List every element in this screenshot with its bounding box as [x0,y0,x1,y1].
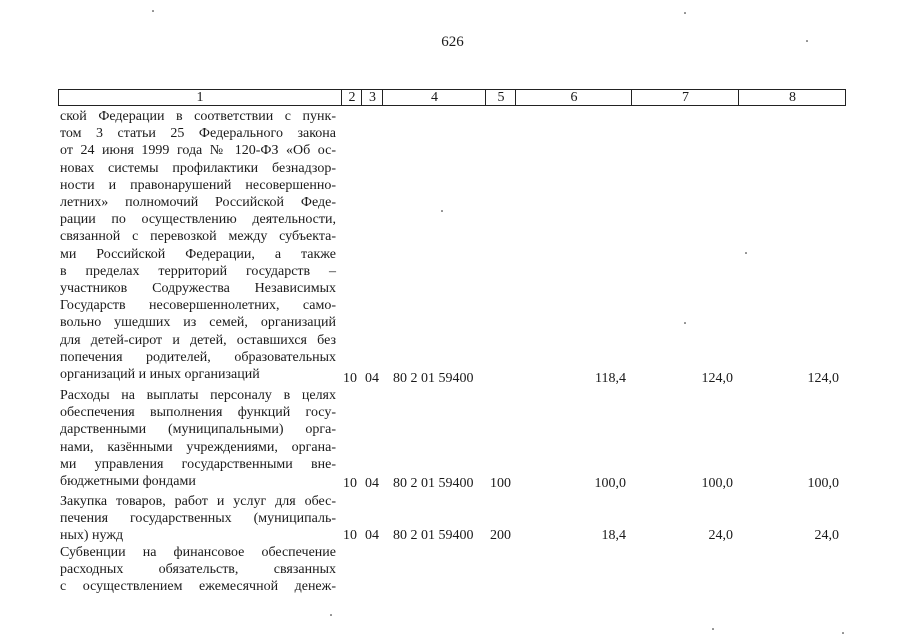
scan-speck [842,632,844,634]
table-row-2-col-6: 100,0 [594,476,626,491]
description-line: ми управления государственными вне- [60,456,336,472]
header-col-8: 8 [738,90,846,105]
header-col-4: 4 [382,90,486,105]
scan-speck [152,10,154,12]
table-row-1-col-7: 124,0 [701,371,733,386]
table-row-2-col-3: 04 [365,476,379,491]
page-number: 626 [441,34,464,50]
description-line: попечения родителей, образовательных [60,349,336,365]
table-row-3-col-6: 18,4 [601,528,626,543]
description-line: в пределах территорий государств – [60,263,336,279]
scan-speck [330,614,332,616]
scan-speck [684,322,686,324]
description-line: ных) нужд [60,528,124,544]
description-line: печения государственных (муниципаль- [60,511,336,527]
table-row-3-description [60,493,336,545]
header-col-3: 3 [361,90,383,105]
table-row-1-col-8: 124,0 [807,371,839,386]
table-row-4-description [60,544,336,596]
table-row-1-col-6: 118,4 [595,371,626,386]
scan-speck [806,40,808,42]
table-row-2-description [60,387,336,490]
description-line: связанной с перевозкой между субъекта- [60,229,336,245]
description-line: нами, казёнными учреждениями, органа- [60,439,336,455]
table-row-2-col-8: 100,0 [807,476,839,491]
description-line: летних» полномочий Российской Феде- [60,195,336,211]
description-line: том 3 статьи 25 Федерального закона [60,126,336,142]
table-row-2-col-7: 100,0 [701,476,733,491]
table-row-1-description [60,108,336,383]
table-header [58,89,846,106]
description-line: расходных обязательств, связанных [60,562,336,578]
header-col-6: 6 [515,90,632,105]
description-line: рации по осуществлению деятельности, [60,212,336,228]
table-row-2-col-5: 100 [490,476,511,491]
table-row-3-col-4: 80 2 01 59400 [393,528,474,543]
description-line: Субвенции на финансовое обеспечение [60,545,336,560]
description-line: от 24 июня 1999 года № 120-ФЗ «Об ос- [60,143,336,159]
scan-speck [712,628,714,630]
table-row-3-col-2: 10 [343,528,357,543]
description-line: Расходы на выплаты персоналу в целях [60,388,336,403]
table-row-2-col-2: 10 [343,476,357,491]
table-row-3-col-7: 24,0 [708,528,733,543]
scan-speck [745,252,747,254]
scan-speck [441,210,443,212]
table-row-1-col-3: 04 [365,371,379,386]
description-line: участников Содружества Независимых [60,281,336,297]
table-row-3-col-3: 04 [365,528,379,543]
table-row-2-col-4: 80 2 01 59400 [393,476,474,491]
scan-speck [684,12,686,14]
description-line: Государств несовершеннолетних, само- [60,298,336,314]
description-line: бюджетными фондами [60,474,196,490]
header-col-1: 1 [196,90,204,105]
description-line: обеспечения выполнения функций госу- [60,405,336,421]
table-row-1-col-4: 80 2 01 59400 [393,371,474,386]
table-row-3-col-5: 200 [490,528,511,543]
description-line: вольно ушедших из семей, организаций [60,315,336,331]
description-line: ности и правонарушений несовершенно- [60,177,336,193]
description-line: с осуществлением ежемесячной денеж- [60,579,336,595]
description-line: ми Российской Федерации, а также [60,246,336,262]
table-row-3-col-8: 24,0 [814,528,839,543]
table-row-1-col-2: 10 [343,371,357,386]
description-line: дарственными (муниципальными) орга- [60,422,336,438]
description-line: новах системы профилактики безнадзор- [60,160,336,176]
description-line: ской Федерации в соответствии с пунк- [60,109,336,124]
description-line: организаций и иных организаций [60,367,260,383]
description-line: Закупка товаров, работ и услуг для обес- [60,494,336,509]
description-line: для детей-сирот и детей, оставшихся без [60,332,336,348]
header-col-7: 7 [631,90,739,105]
header-col-5: 5 [485,90,516,105]
header-col-2: 2 [341,90,362,105]
